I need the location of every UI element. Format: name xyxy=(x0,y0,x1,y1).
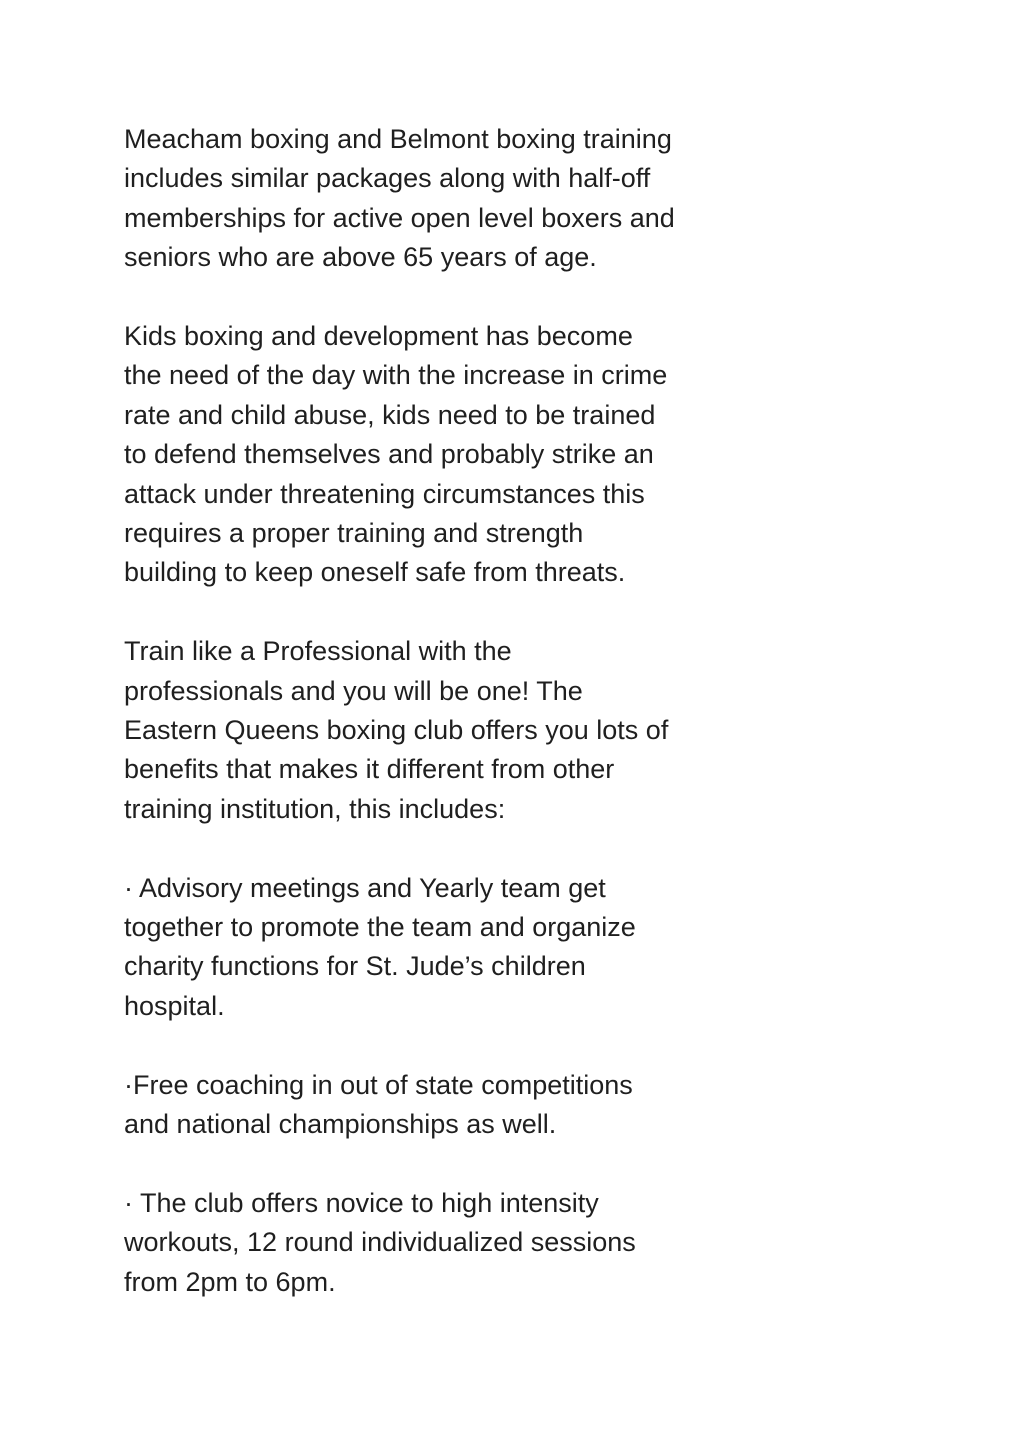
paragraph-train-like-professional: Train like a Professional with the professionals and you will be one! The Eastern Queens boxing club offers you lots of benefits that makes it different from other training institution, this includes: xyxy=(124,636,669,824)
bullet-advisory-meetings: · Advisory meetings and Yearly team get together to promote the team and organize charity functions for St. Jude’s children hospital. xyxy=(124,872,636,1021)
bullet-club-workouts: · The club offers novice to high intensity workouts, 12 round individualized sessions from 2pm to 6pm. xyxy=(124,1187,636,1297)
paragraph-kids-boxing: Kids boxing and development has become the need of the day with the increase in crime rate and child abuse, kids need to be trained to defend themselves and probably strike an attack under threatening circumstances this requires a proper training and strength building to keep oneself safe from threats. xyxy=(124,321,668,588)
document-page xyxy=(124,120,724,1342)
bullet-free-coaching: ·Free coaching in out of state competitions and national championships as well. xyxy=(124,1069,633,1140)
paragraph-meacham-belmont: Meacham boxing and Belmont boxing training includes similar packages along with half-off memberships for active open level boxers and seniors who are above 65 years of age. xyxy=(124,124,675,273)
